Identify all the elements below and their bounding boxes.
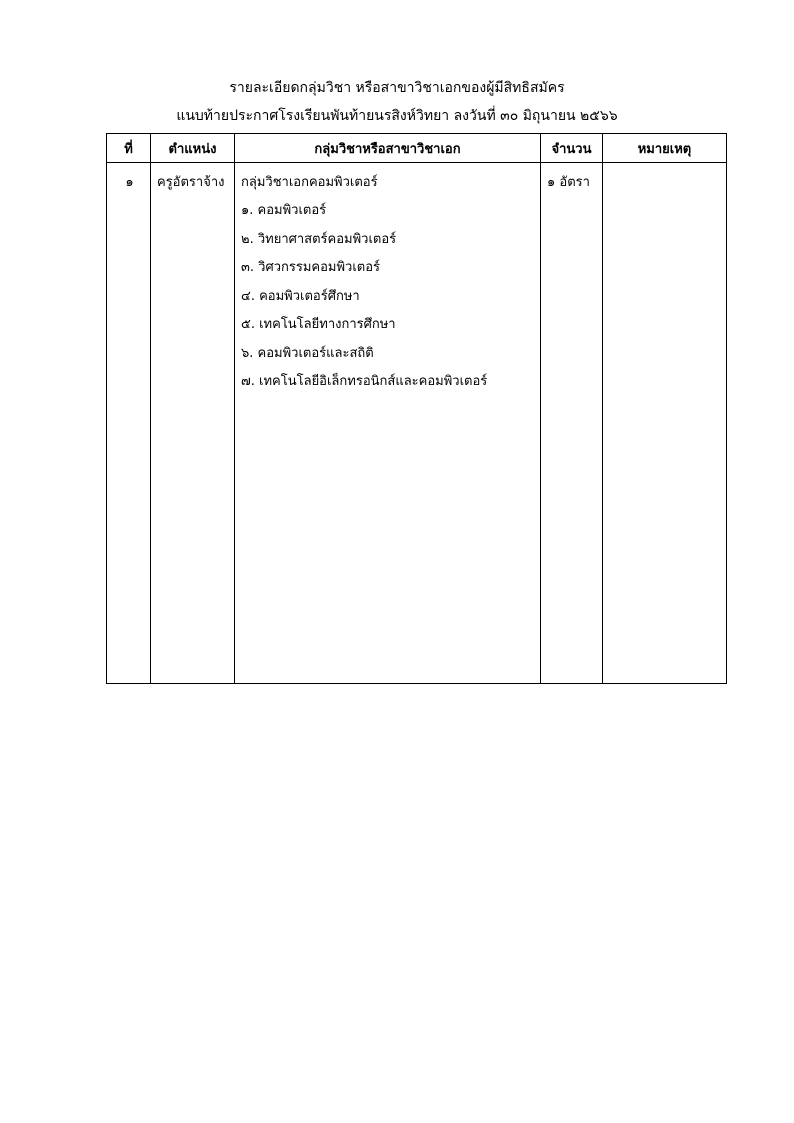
row-no: ๑ <box>125 175 134 190</box>
row-position: ครูอัตราจ้าง <box>157 175 225 190</box>
column-header-remark: หมายเหตุ <box>603 134 727 163</box>
row-position-cell <box>151 163 235 684</box>
row-amount-cell <box>541 163 603 684</box>
position-detail-table <box>106 133 727 684</box>
list-item: ๖. คอมพิวเตอร์และสถิติ <box>241 345 374 361</box>
row-remark <box>603 163 726 169</box>
list-item: ๕. เทคโนโลยีทางการศึกษา <box>241 317 396 332</box>
table-header-row <box>107 134 727 163</box>
column-header-no: ที่ <box>107 134 151 163</box>
list-item: ๓. วิศวกรรมคอมพิวเตอร์ <box>241 260 381 275</box>
major-list <box>241 197 536 397</box>
list-item: ๗. เทคโนโลยีอิเล็กทรอนิกส์และคอมพิวเตอร์ <box>241 374 488 389</box>
row-amount: ๑ อัตรา <box>547 175 590 190</box>
document-title: รายละเอียดกลุ่มวิชา หรือสาขาวิชาเอกของผู้มีสิทธิสมัคร <box>229 80 565 96</box>
row-no-cell <box>107 163 151 684</box>
row-subject-cell <box>235 163 541 684</box>
column-header-position: ตำแหน่ง <box>151 134 235 163</box>
subject-group-name: กลุ่มวิชาเอกคอมพิวเตอร์ <box>241 175 378 190</box>
document-subtitle: แนบท้ายประกาศโรงเรียนพันท้ายนรสิงห์วิทยา ลงวันที่ ๓๐ มิถุนายน ๒๕๖๖ <box>176 108 618 124</box>
table-row <box>107 163 727 684</box>
list-item: ๒. วิทยาศาสตร์คอมพิวเตอร์ <box>241 231 397 247</box>
list-item: ๑. คอมพิวเตอร์ <box>241 203 327 218</box>
list-item: ๔. คอมพิวเตอร์ศึกษา <box>241 288 360 304</box>
column-header-subject-group: กลุ่มวิชาหรือสาขาวิชาเอก <box>235 134 541 163</box>
column-header-amount: จำนวน <box>541 134 603 163</box>
row-remark-cell <box>603 163 727 684</box>
